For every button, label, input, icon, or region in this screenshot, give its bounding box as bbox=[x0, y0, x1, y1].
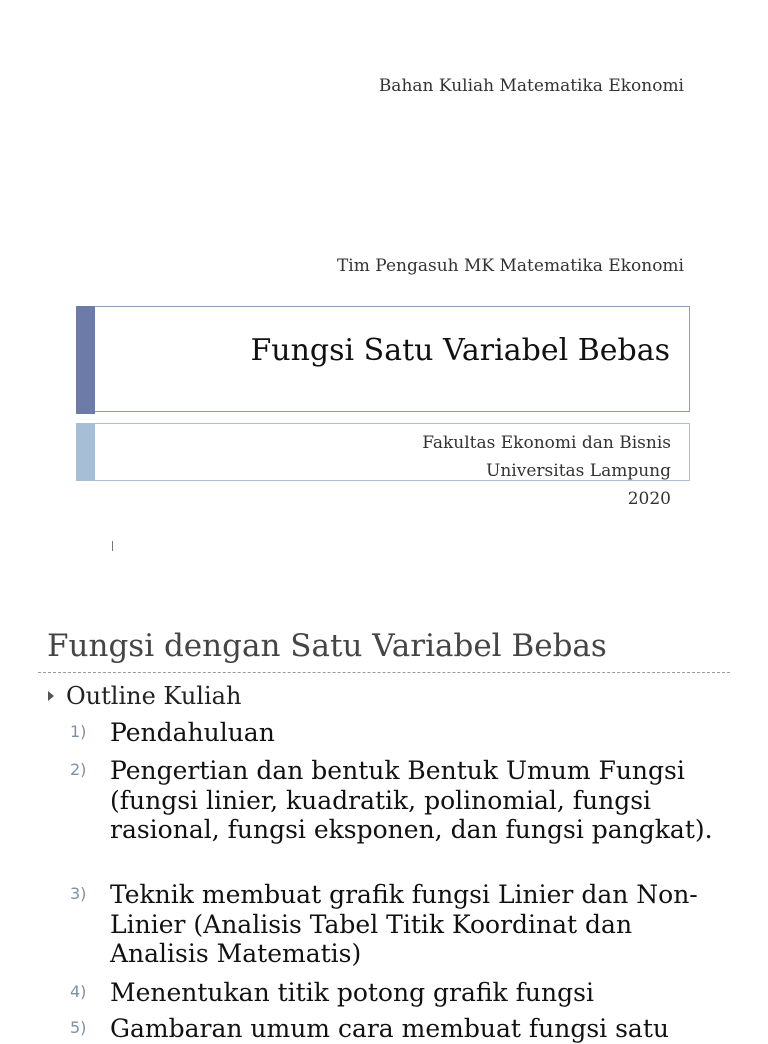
list-number: 3) bbox=[70, 884, 87, 903]
team-label: Tim Pengasuh MK Matematika Ekonomi bbox=[336, 256, 684, 276]
subtitle-accent-bar bbox=[76, 423, 95, 481]
course-label: Bahan Kuliah Matematika Ekonomi bbox=[378, 76, 684, 96]
outline-label: Outline Kuliah bbox=[66, 682, 242, 710]
list-number: 2) bbox=[70, 760, 87, 779]
slide-title: Fungsi Satu Variabel Bebas bbox=[250, 333, 670, 368]
section-title: Fungsi dengan Satu Variabel Bebas bbox=[47, 628, 607, 664]
list-text: Menentukan titik potong grafik fungsi bbox=[110, 978, 594, 1007]
university-label: Universitas Lampung bbox=[486, 461, 671, 481]
title-divider bbox=[38, 672, 730, 673]
list-text: Gambaran umum cara membuat fungsi satu bbox=[110, 1014, 669, 1043]
year-label: 2020 bbox=[627, 489, 671, 509]
list-text: Pengertian dan bentuk Bentuk Umum Fungsi (fungsi linier, kuadratik, polinomial, fungsi rasional, fungsi eksponen, dan fungsi pangkat). bbox=[110, 756, 713, 844]
outline-heading bbox=[48, 682, 241, 710]
triangle-bullet-icon bbox=[48, 691, 54, 701]
list-number: 1) bbox=[70, 722, 87, 741]
list-number: 4) bbox=[70, 982, 87, 1001]
list-number: 5) bbox=[70, 1018, 87, 1037]
faculty-label: Fakultas Ekonomi dan Bisnis bbox=[422, 433, 671, 453]
list-text: Pendahuluan bbox=[110, 718, 275, 747]
list-text: Teknik membuat grafik fungsi Linier dan Non-Linier (Analisis Tabel Titik Koordinat dan Analisis Matematis) bbox=[110, 880, 698, 968]
cursor-mark bbox=[112, 541, 113, 551]
title-accent-bar bbox=[76, 306, 95, 414]
